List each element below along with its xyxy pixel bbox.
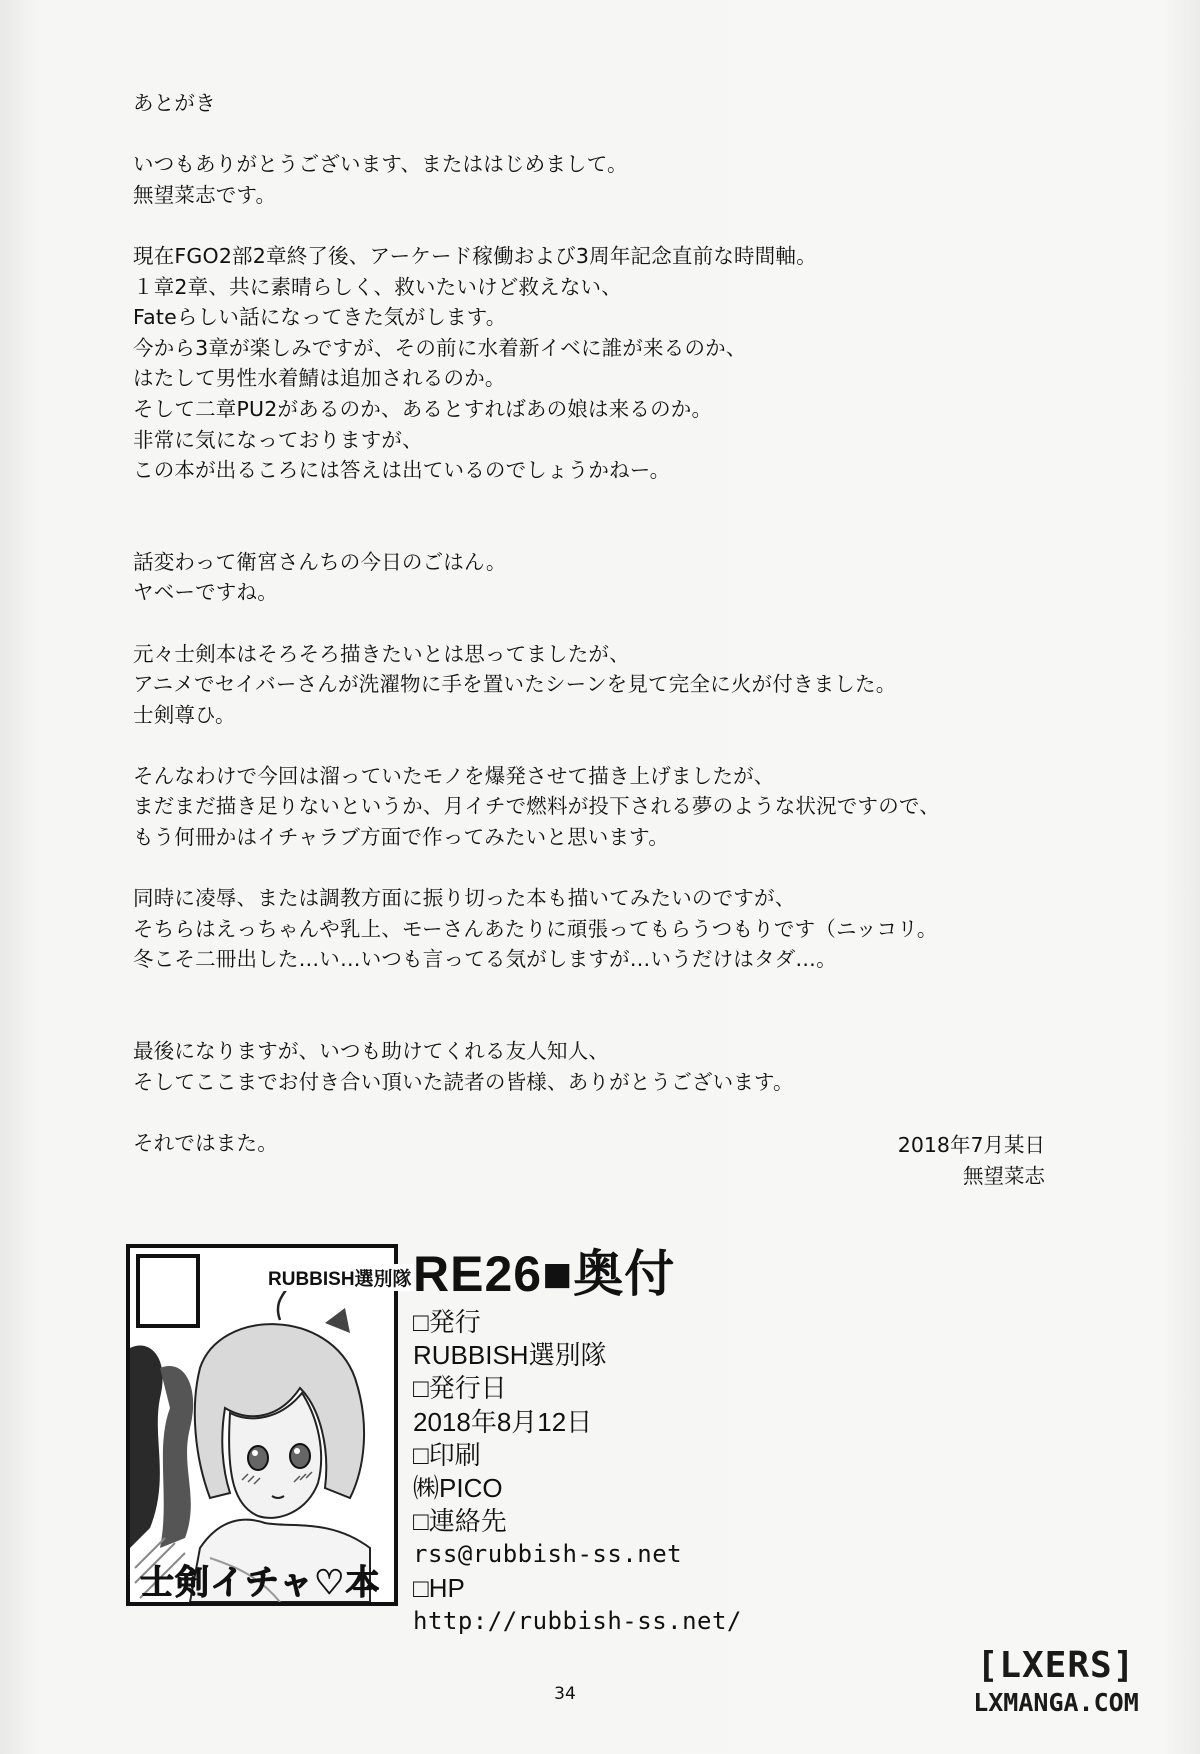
afterword-line: ヤベーですね。 bbox=[133, 580, 278, 605]
afterword-line: 話変わって衛宮さんちの今日のごはん。 bbox=[133, 549, 507, 574]
afterword-line: アニメでセイバーさんが洗濯物に手を置いたシーンを見て完全に火が付きました。 bbox=[133, 672, 897, 697]
contact-label: □連絡先 bbox=[413, 1506, 507, 1537]
signoff-author: 無望菜志 bbox=[963, 1164, 1045, 1188]
afterword-line: 無望菜志です。 bbox=[133, 182, 277, 207]
printer-label: □印刷 bbox=[413, 1439, 481, 1470]
afterword-paragraph bbox=[133, 639, 1113, 731]
afterword-line: それではまた。 bbox=[133, 1130, 278, 1155]
afterword-paragraph bbox=[133, 883, 1113, 975]
afterword-line: そして二章PU2があるのか、あるとすればあの娘は来るのか。 bbox=[133, 396, 713, 421]
afterword-line: まだまだ描き足りないというか、月イチで燃料が投下される夢のような状況ですので、 bbox=[133, 794, 940, 819]
signoff-date: 2018年7月某日 bbox=[897, 1133, 1045, 1157]
colophon-title: RE26■奥付 bbox=[413, 1246, 676, 1302]
publisher-value: RUBBISH選別隊 bbox=[413, 1340, 607, 1371]
date-label: □発行日 bbox=[413, 1373, 507, 1404]
afterword-line: 今から3章が楽しみですが、その前に水着新イベに誰が来るのか、 bbox=[133, 335, 747, 360]
afterword-line: 同時に凌辱、または調教方面に振り切った本も描いてみたいのですが、 bbox=[133, 886, 796, 911]
signoff bbox=[898, 1130, 1045, 1192]
afterword bbox=[133, 88, 1113, 1189]
afterword-paragraph bbox=[133, 241, 1113, 486]
afterword-line: もう何冊かはイチャラブ方面で作ってみたいと思います。 bbox=[133, 825, 669, 850]
afterword-heading: あとがき bbox=[133, 91, 216, 115]
afterword-line: 元々士剣本はそろそろ描きたいとは思ってましたが、 bbox=[133, 641, 630, 666]
afterword-paragraph bbox=[133, 149, 1113, 210]
watermark-bottom: LXMANGA.COM bbox=[973, 1688, 1139, 1717]
afterword-paragraph bbox=[133, 547, 1113, 608]
afterword-line: 現在FGO2部2章終了後、アーケード稼働および3周年記念直前な時間軸。 bbox=[133, 243, 817, 268]
afterword-line: １章2章、共に素晴らしく、救いたいけど救えない、 bbox=[133, 274, 622, 299]
publisher-label: □発行 bbox=[413, 1307, 481, 1337]
cover-illustration-drawing bbox=[130, 1248, 394, 1602]
afterword-line: 最後になりますが、いつも助けてくれる友人知人、 bbox=[133, 1039, 610, 1064]
watermark bbox=[938, 1645, 1174, 1717]
watermark-top: [LXERS] bbox=[976, 1645, 1136, 1686]
afterword-line: そちらはえっちゃんや乳上、モーさんあたりに頑張ってもらうつもりです（ニッコリ。 bbox=[133, 916, 938, 941]
hp-label: □HP bbox=[413, 1572, 465, 1603]
afterword-paragraph bbox=[133, 1036, 1113, 1097]
afterword-paragraph bbox=[133, 761, 1113, 853]
afterword-line: はたして男性水着鯖は追加されるのか。 bbox=[133, 366, 506, 391]
afterword-line: そんなわけで今回は溜っていたモノを爆発させて描き上げましたが、 bbox=[133, 763, 775, 788]
hp-value: http://rubbish-ss.net/ bbox=[413, 1606, 742, 1635]
afterword-line: Fateらしい話になってきた気がします。 bbox=[133, 305, 507, 330]
afterword-line: この本が出るころには答えは出ているのでしょうかねー。 bbox=[133, 458, 671, 483]
date-value: 2018年8月12日 bbox=[413, 1406, 593, 1437]
cover-illustration bbox=[126, 1244, 398, 1606]
afterword-line: 非常に気になっておりますが、 bbox=[133, 427, 423, 452]
afterword-line: 士剣尊ひ。 bbox=[133, 702, 236, 727]
cover-circle-badge: RUBBISH選別隊 bbox=[266, 1264, 414, 1291]
printer-value: ㈱PICO bbox=[413, 1473, 503, 1504]
afterword-line: いつもありがとうございます、またははじめまして。 bbox=[133, 152, 628, 177]
cover-title: 士剣イチャ♡本 bbox=[140, 1563, 381, 1603]
afterword-line: そしてここまでお付き合い頂いた読者の皆様、ありがとうございます。 bbox=[133, 1069, 794, 1094]
page-number: 34 bbox=[554, 1684, 576, 1704]
afterword-line: 冬こそ二冊出した…い…いつも言ってる気がしますが…いうだけはタダ…。 bbox=[133, 947, 837, 972]
colophon bbox=[413, 1246, 742, 1638]
contact-value: rss@rubbish-ss.net bbox=[413, 1540, 683, 1569]
